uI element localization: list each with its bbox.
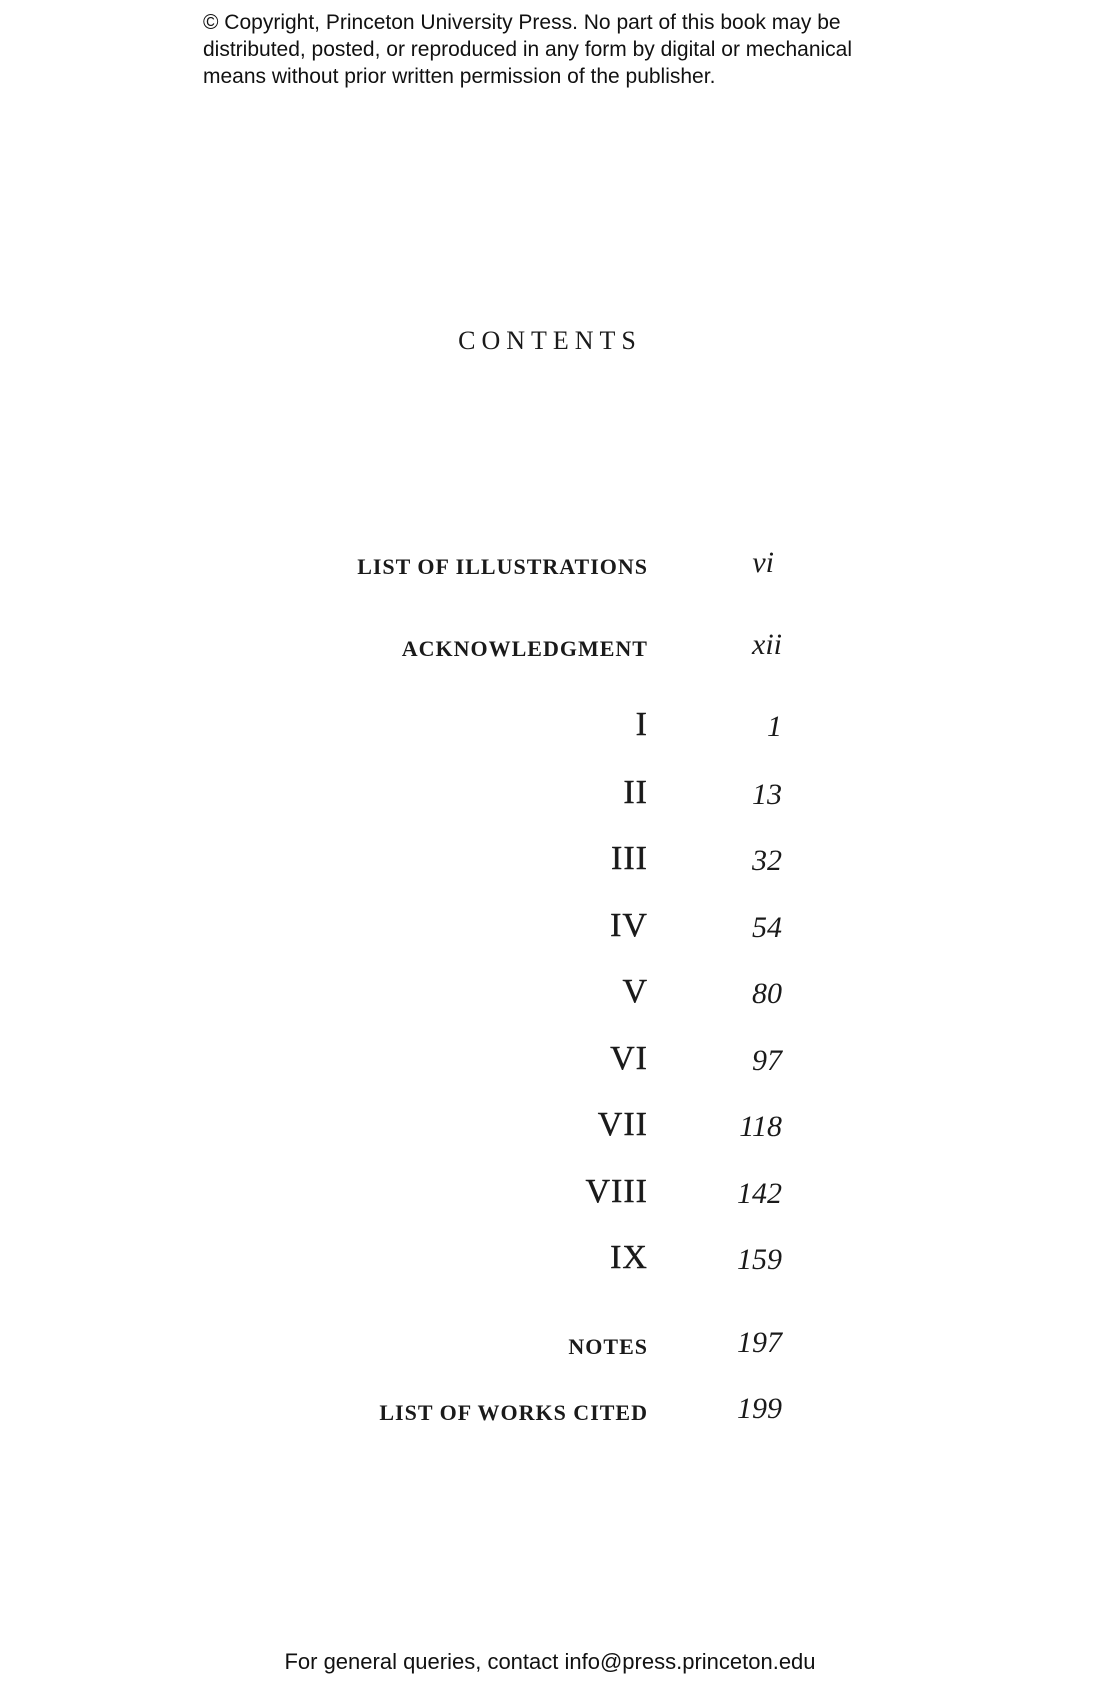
toc-entry-page: 1 [767, 710, 782, 743]
toc-entry-page: 97 [752, 1044, 782, 1077]
toc-entry-page: 32 [752, 844, 782, 877]
toc-entry-page: 80 [752, 977, 782, 1010]
toc-entry-label: IV [610, 907, 648, 944]
toc-entry-page: xii [752, 628, 782, 661]
toc-entry-chapter-1 [0, 702, 1100, 742]
toc-entry-page: 159 [737, 1243, 782, 1276]
contents-heading: CONTENTS [458, 326, 642, 355]
toc-entry-label: II [623, 774, 648, 811]
toc-entry-label: VI [610, 1040, 648, 1077]
toc-entry-label: NOTES [568, 1334, 648, 1359]
toc-entry-label: V [622, 973, 648, 1010]
toc-entry-chapter-4 [0, 903, 1100, 943]
toc-entry-chapter-6 [0, 1036, 1100, 1076]
toc-entry-notes [0, 1318, 1100, 1358]
toc-entry-list-of-works-cited [0, 1384, 1100, 1424]
toc-entry-label: VIII [585, 1173, 648, 1210]
toc-entry-label: LIST OF WORKS CITED [379, 1400, 648, 1425]
toc-entry-chapter-7 [0, 1102, 1100, 1142]
toc-entry-page: 199 [737, 1392, 782, 1425]
toc-entry-chapter-8 [0, 1169, 1100, 1209]
toc-entry-chapter-3 [0, 836, 1100, 876]
toc-entry-label: IX [610, 1239, 648, 1276]
toc-entry-label: I [635, 706, 648, 743]
copyright-line: distributed, posted, or reproduced in any form by digital or mechanical [203, 38, 853, 61]
toc-entry-page: 142 [737, 1177, 782, 1210]
toc-entry-list-of-illustrations [0, 538, 1100, 578]
toc-entry-chapter-9 [0, 1235, 1100, 1275]
toc-entry-label: ACKNOWLEDGMENT [401, 636, 648, 661]
toc-entry-page: 13 [752, 778, 782, 811]
copyright-line: means without prior written permission of the publisher. [203, 65, 716, 88]
toc-entry-page: vi [752, 546, 774, 579]
copyright-notice [203, 9, 963, 90]
toc-entry-label: LIST OF ILLUSTRATIONS [357, 554, 648, 579]
toc-entry-acknowledgment [0, 620, 1100, 660]
toc-entry-page: 54 [752, 911, 782, 944]
toc-entry-page: 118 [739, 1110, 782, 1143]
toc-entry-chapter-5 [0, 969, 1100, 1009]
footer-contact: For general queries, contact info@press.princeton.edu [284, 1649, 816, 1674]
toc-entry-chapter-2 [0, 770, 1100, 810]
toc-entry-label: III [611, 840, 648, 877]
toc-entry-page: 197 [737, 1326, 782, 1359]
copyright-line: © Copyright, Princeton University Press. No part of this book may be [203, 11, 841, 34]
toc-entry-label: VII [597, 1106, 648, 1143]
